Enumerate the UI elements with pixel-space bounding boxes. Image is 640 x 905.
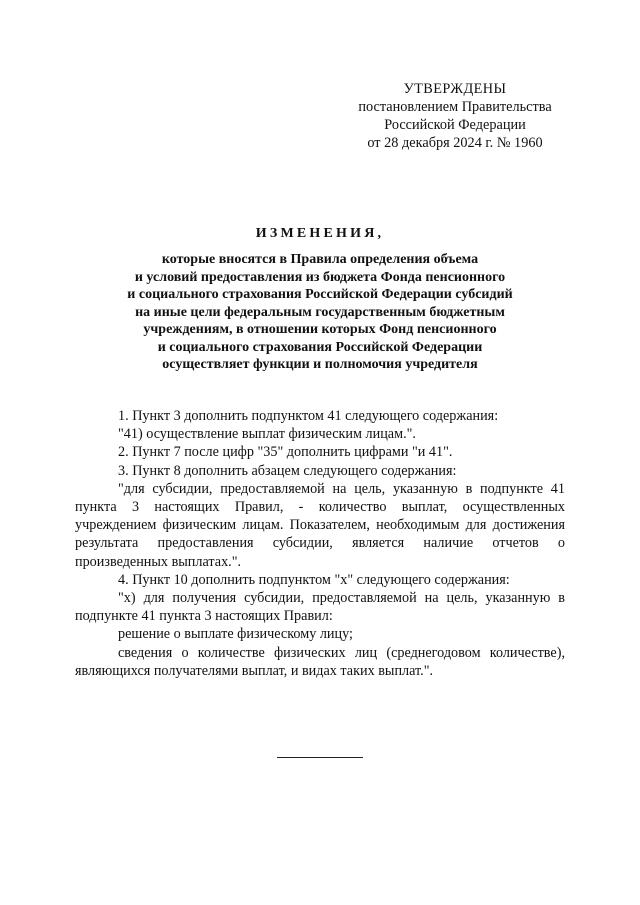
subtitle-line: и социального страхования Российской Федерации <box>157 339 483 355</box>
subtitle-line: учреждениям, в отношении которых Фонд пенсионного <box>143 322 497 337</box>
subtitle-line: осуществляет функции и полномочия учредителя <box>162 357 478 372</box>
approval-block <box>320 80 590 152</box>
paragraph-item-1: 1. Пункт 3 дополнить подпунктом 41 следующего содержания: <box>118 408 499 424</box>
paragraph-decision: решение о выплате физическому лицу; <box>118 626 353 643</box>
paragraph-quote-4: "х) для получения субсидии, предоставляемой на цель, указанную в подпункте 41 пункта 3 настоящих Правил: <box>75 590 565 625</box>
document-body <box>75 407 565 680</box>
approval-line-federation: Российской Федерации <box>384 117 526 133</box>
subtitle-line: и условий предоставления из бюджета Фонда пенсионного <box>134 269 506 285</box>
paragraph-item-2: 2. Пункт 7 после цифр "35" дополнить цифрами "и 41". <box>118 444 453 461</box>
approval-line-date: от 28 декабря 2024 г. № 1960 <box>367 135 543 151</box>
paragraph-information: сведения о количестве физических лиц (среднегодовом количестве), являющихся получателями выплат, и видах таких выплат.". <box>75 644 565 679</box>
approval-heading: УТВЕРЖДЕНЫ <box>403 81 507 97</box>
document-title: ИЗМЕНЕНИЯ, <box>255 226 385 241</box>
document-subtitle <box>70 251 570 374</box>
approval-line-resolution: постановлением Правительства <box>358 99 552 115</box>
paragraph-item-3: 3. Пункт 8 дополнить абзацем следующего содержания: <box>118 462 457 479</box>
subtitle-line: на иные цели федеральным государственным бюджетным <box>135 304 505 320</box>
subtitle-line: которые вносятся в Правила определения объема <box>161 252 479 267</box>
paragraph-item-4: 4. Пункт 10 дополнить подпунктом "х" следующего содержания: <box>118 571 510 588</box>
paragraph-quote-3: "для субсидии, предоставляемой на цель, указанную в подпункте 41 пункта 3 настоящих Правил, - количество выплат, осуществленных учреждением физическим лицам. Показателем, необходимым для достижения результата предоставления субсидии, является наличие отчетов о произведенных выплатах.". <box>75 480 565 570</box>
paragraph-quote-1: "41) осуществление выплат физическим лицам.". <box>118 426 416 443</box>
subtitle-line: и социального страхования Российской Федерации субсидий <box>127 287 513 302</box>
end-divider <box>277 757 363 758</box>
